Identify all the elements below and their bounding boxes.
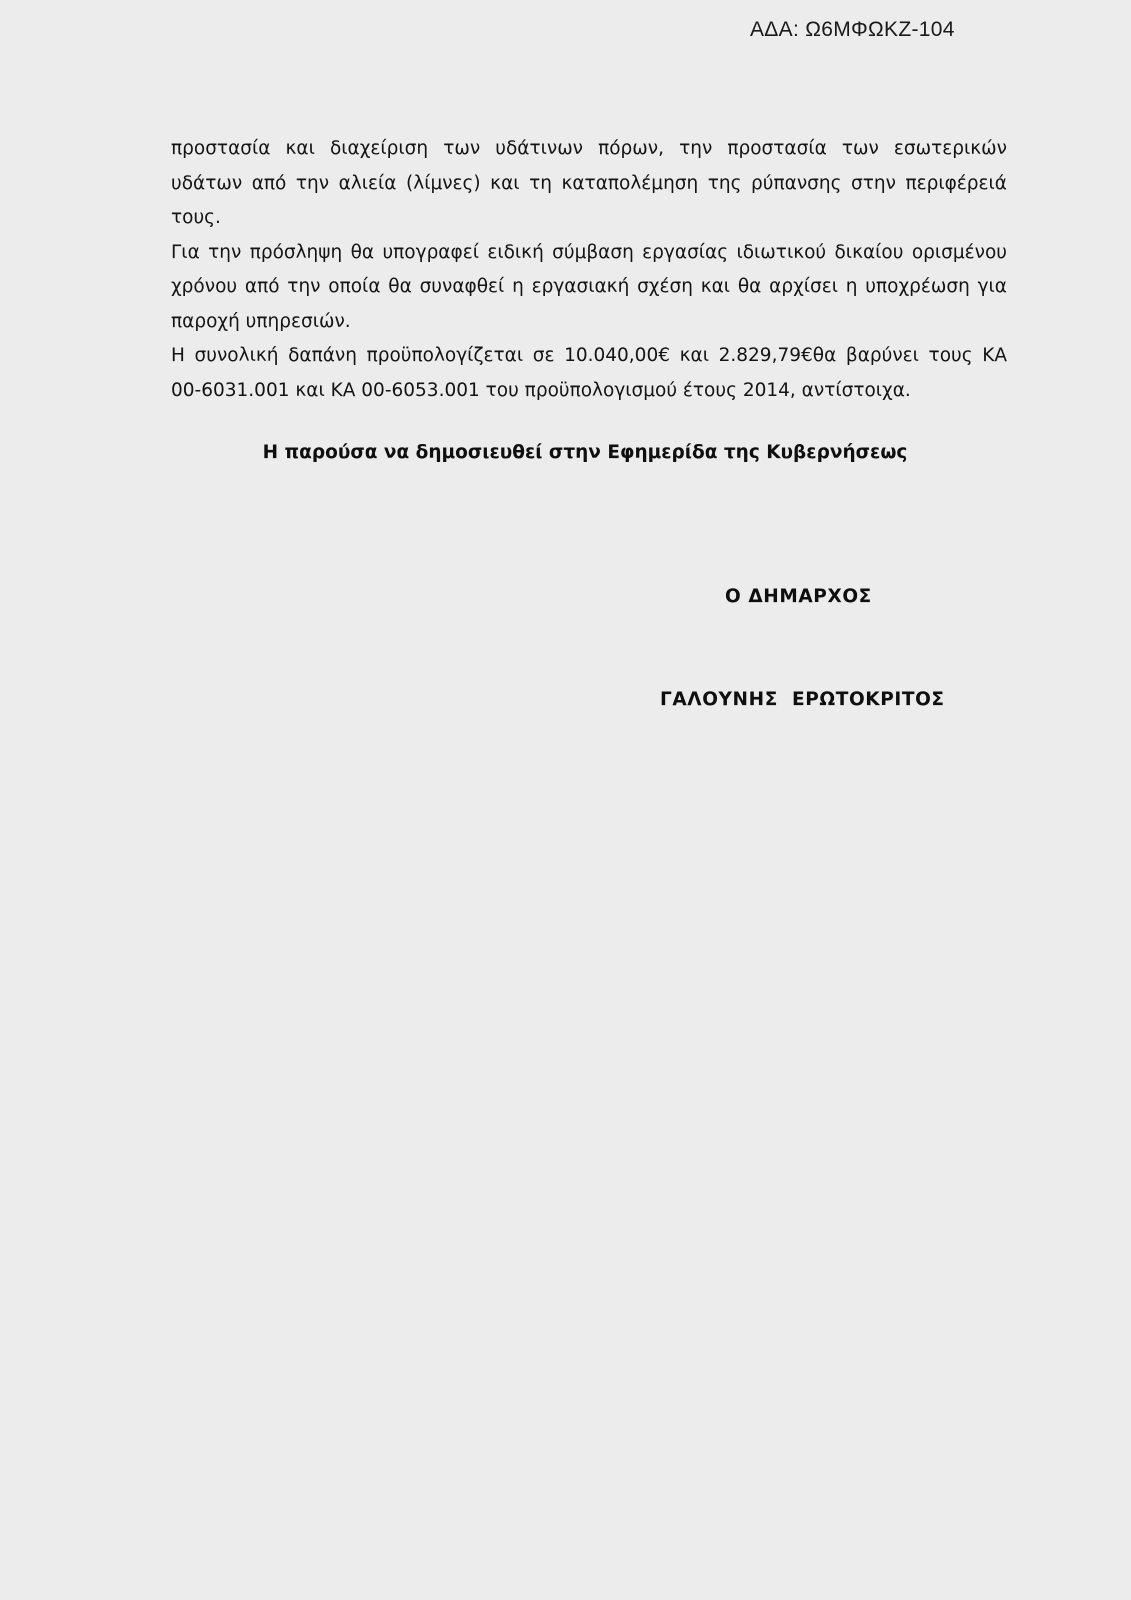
- body-line: Η συνολική δαπάνη προϋπολογίζεται σε 10.040,00€ και 2.829,79€θα βαρύνει τους ΚΑ: [171, 345, 1007, 366]
- body-line: χρόνου από την οποία θα συναφθεί η εργασιακή σχέση και θα αρχίσει η υποχρέωση για: [171, 276, 1007, 297]
- body-line: 00-6031.001 και ΚΑ 00-6053.001 του προϋπολογισμού έτους 2014, αντίστοιχα.: [171, 379, 911, 401]
- publication-notice: Η παρούσα να δημοσιευθεί στην Εφημερίδα της Κυβερνήσεως: [262, 442, 908, 463]
- body-line: προστασία και διαχείριση των υδάτινων πόρων, την προστασία των εσωτερικών: [171, 138, 1007, 159]
- body-line: Για την πρόσληψη θα υπογραφεί ειδική σύμβαση εργασίας ιδιωτικού δικαίου ορισμένου: [171, 241, 1007, 263]
- body-line: τους.: [171, 207, 221, 228]
- body-line: παροχή υπηρεσιών.: [171, 310, 351, 332]
- document-body: [171, 132, 1007, 408]
- signature-title: Ο ΔΗΜΑΡΧΟΣ: [725, 586, 872, 607]
- paragraph-contract: [171, 236, 1007, 340]
- body-line: υδάτων από την αλιεία (λίμνες) και τη καταπολέμηση της ρύπανσης στην περιφέρειά: [171, 172, 1007, 194]
- ada-code: ΑΔΑ: Ω6ΜΦΩΚΖ-104: [750, 18, 955, 41]
- paragraph-budget: [171, 339, 1007, 408]
- signature-name: ΓΑΛΟΥΝΗΣ ΕΡΩΤΟΚΡΙΤΟΣ: [660, 689, 945, 710]
- paragraph-responsibilities: [171, 132, 1007, 236]
